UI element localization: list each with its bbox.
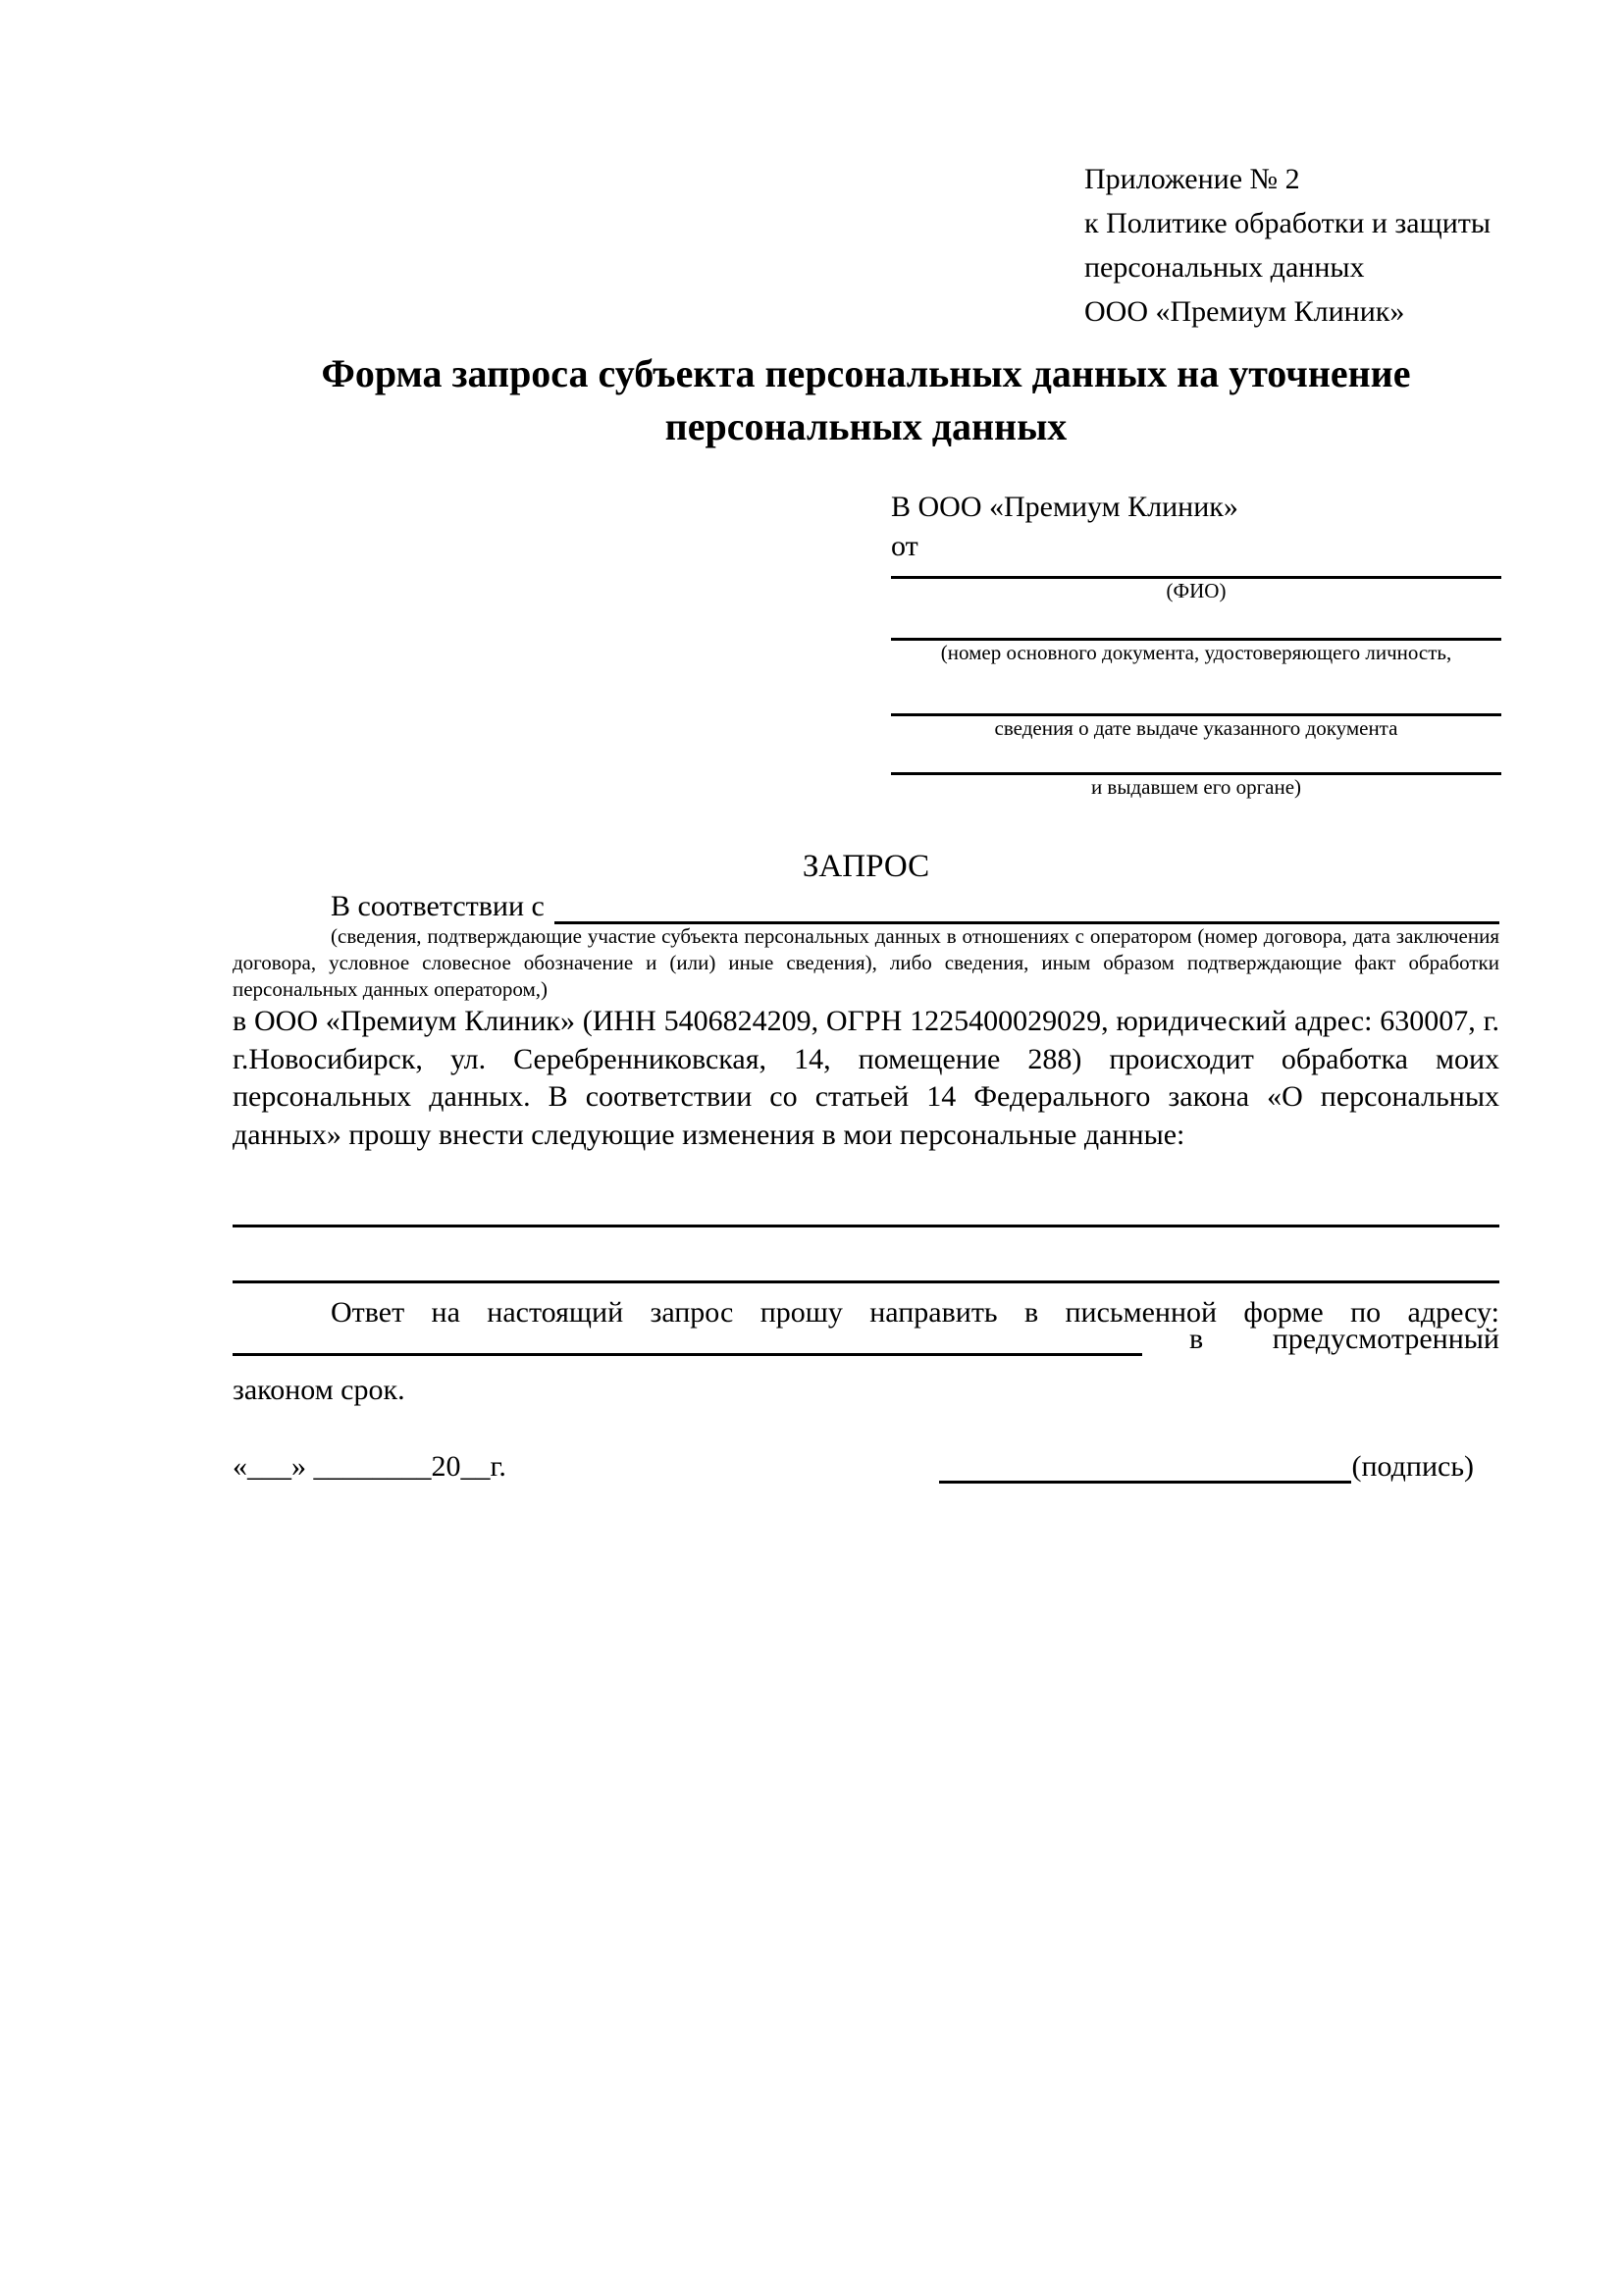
date-signature-row <box>233 1444 1499 1484</box>
header-note <box>1084 157 1516 334</box>
request-note: (сведения, подтверждающие участие субъекта персональных данных в отношениях с оператором (номер договора, дата заключения договора, условное словесное обозначение и (или) иные сведения), либо сведения, иным образом подтверждающие факт обработки персональных данных оператором,) <box>233 924 1499 1001</box>
header-note-line: ООО «Премиум Клиник» <box>1084 295 1405 328</box>
document-number-label: (номер основного документа, удостоверяющего личность, <box>940 641 1452 664</box>
issuing-authority-fill-line <box>891 740 1501 775</box>
response-paragraph: Ответ на настоящий запрос прошу направить в письменной форме по адресу: <box>331 1296 1499 1329</box>
page-title-line: Форма запроса субъекта персональных данных на уточнение <box>321 351 1411 395</box>
header-note-line: Приложение № 2 <box>1084 163 1300 195</box>
signature-label: (подпись) <box>1351 1450 1474 1483</box>
request-heading: ЗАПРОС <box>802 849 930 884</box>
fio-label: (ФИО) <box>1166 579 1227 602</box>
response-word-in: в <box>1189 1323 1204 1355</box>
addressee-from: от <box>891 530 918 562</box>
document-number-fill-line <box>891 602 1501 641</box>
issue-date-label: сведения о дате выдаче указанного документа <box>994 716 1398 740</box>
page-title <box>233 347 1499 453</box>
basis-prefix: В соответствии с <box>331 890 545 922</box>
signature-fill-line <box>939 1447 1351 1484</box>
changes-fill-line-2 <box>233 1226 1499 1283</box>
issue-date-fill-line <box>891 664 1501 716</box>
basis-fill-line <box>554 892 1499 924</box>
addressee-block <box>891 488 1501 799</box>
response-word-stipulated: предусмотренный <box>1272 1323 1499 1355</box>
addressee-to: В ООО «Премиум Клиник» <box>891 491 1238 523</box>
header-note-line: к Политике обработки и защиты <box>1084 207 1492 239</box>
issuing-authority-label: и выдавшем его органе) <box>1090 775 1302 799</box>
fio-fill-line <box>891 566 1501 579</box>
response-ending: законом срок. <box>233 1374 405 1406</box>
address-fill-line <box>233 1324 1142 1356</box>
date-line: «___» ________20__г. <box>233 1450 506 1483</box>
basis-row <box>233 889 1499 924</box>
address-row <box>233 1325 1499 1356</box>
changes-fill-line-1 <box>233 1193 1499 1227</box>
request-body: в ООО «Премиум Клиник» (ИНН 5406824209, ОГРН 1225400029029, юридический адрес: 630007, г. г.Новосибирск, ул. Серебренниковская, 14, помещение 288) происходит обработка моих персональных данных. В соответствии со статьей 14 Федерального закона «О персональных данных» прошу внести следующие изменения в мои персональные данные: <box>233 1005 1499 1151</box>
signature-group <box>506 1447 1474 1484</box>
page-title-line: персональных данных <box>664 404 1068 448</box>
header-note-line: персональных данных <box>1084 251 1365 284</box>
